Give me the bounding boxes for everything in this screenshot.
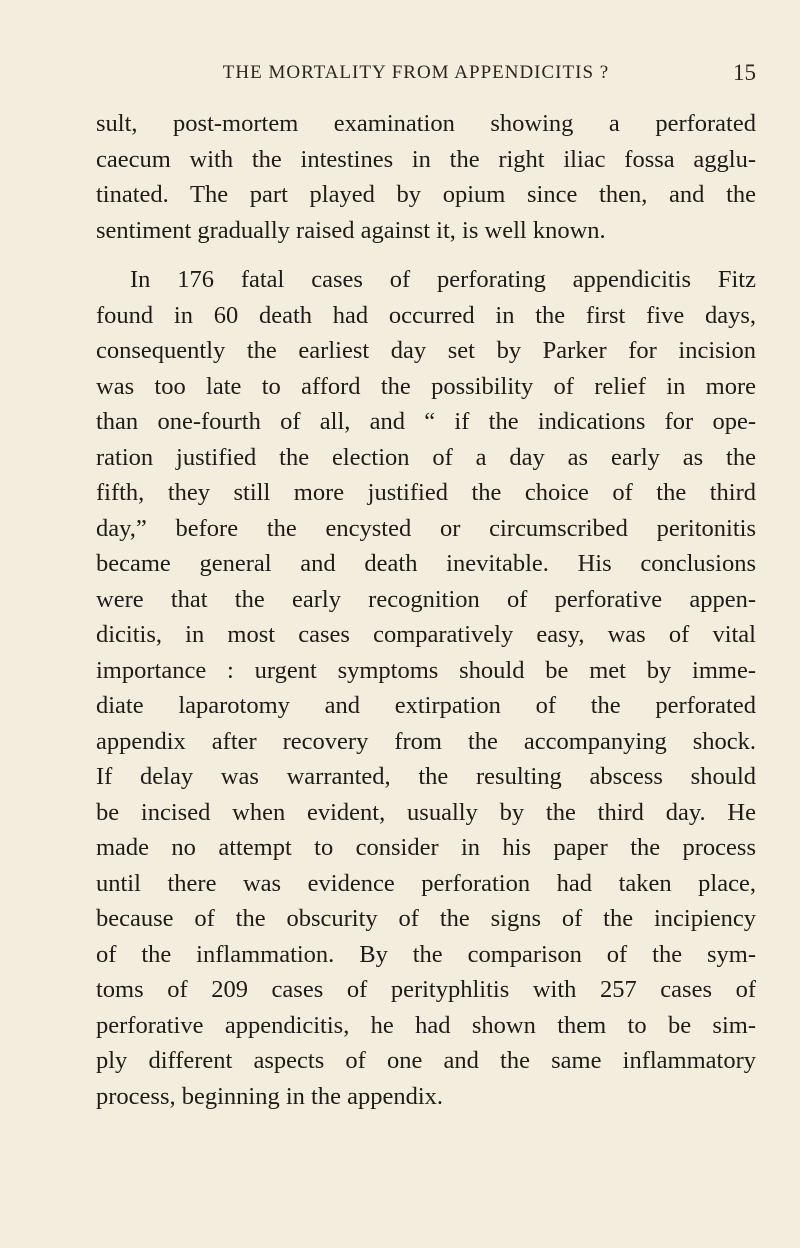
text-line: than one-fourth of all, and “ if the indications for ope- bbox=[96, 408, 756, 435]
text-line: sentiment gradually raised against it, is well known. bbox=[96, 216, 606, 244]
text-line: appendix after recovery from the accompanying shock. bbox=[96, 727, 756, 755]
text-line: In 176 fatal cases of perforating appendicitis Fitz bbox=[130, 266, 756, 293]
text-line: toms of 209 cases of perityphlitis with 257 cases of bbox=[96, 976, 756, 1003]
text-line: found in 60 death had occurred in the first five days, bbox=[96, 301, 756, 329]
text-line: ply different aspects of one and the same inflammatory bbox=[96, 1047, 756, 1074]
text-line: caecum with the intestines in the right iliac fossa agglu- bbox=[96, 145, 756, 173]
text-line: perforative appendicitis, he had shown them to be sim- bbox=[96, 1011, 756, 1039]
text-line: fifth, they still more justified the choice of the third bbox=[96, 479, 756, 506]
running-head-title: THE MORTALITY FROM APPENDICITIS ? bbox=[222, 62, 610, 83]
text-line: became general and death inevitable. His conclusions bbox=[96, 550, 756, 577]
text-line: was too late to afford the possibility of relief in more bbox=[96, 372, 756, 400]
paragraph-2 bbox=[96, 262, 756, 1114]
text-line: made no attempt to consider in his paper the process bbox=[96, 834, 756, 861]
text-line: of the inflammation. By the comparison of the sym- bbox=[96, 940, 756, 968]
text-line: importance : urgent symptoms should be met by imme- bbox=[96, 656, 756, 684]
text-line: day,” before the encysted or circumscribed peritonitis bbox=[96, 514, 756, 542]
text-line: sult, post-mortem examination showing a perforated bbox=[96, 110, 756, 137]
text-line: be incised when evident, usually by the third day. He bbox=[96, 798, 756, 826]
text-line: diate laparotomy and extirpation of the perforated bbox=[96, 692, 756, 719]
text-line: process, beginning in the appendix. bbox=[96, 1082, 444, 1110]
text-line: ration justified the election of a day as early as the bbox=[96, 443, 756, 471]
text-line: were that the early recognition of perforative appen- bbox=[96, 585, 756, 613]
text-line: consequently the earliest day set by Parker for incision bbox=[96, 337, 756, 364]
running-head bbox=[96, 62, 756, 92]
paragraph-1 bbox=[96, 106, 756, 248]
page-number: 15 bbox=[733, 60, 756, 85]
text-line: because of the obscurity of the signs of the incipiency bbox=[96, 905, 756, 932]
text-line: dicitis, in most cases comparatively easy, was of vital bbox=[96, 621, 756, 648]
text-line: If delay was warranted, the resulting abscess should bbox=[96, 763, 756, 790]
text-line: until there was evidence perforation had taken place, bbox=[96, 869, 756, 897]
paragraph-spacer bbox=[96, 248, 756, 262]
body-text bbox=[96, 106, 756, 1114]
text-line: tinated. The part played by opium since then, and the bbox=[96, 181, 756, 208]
